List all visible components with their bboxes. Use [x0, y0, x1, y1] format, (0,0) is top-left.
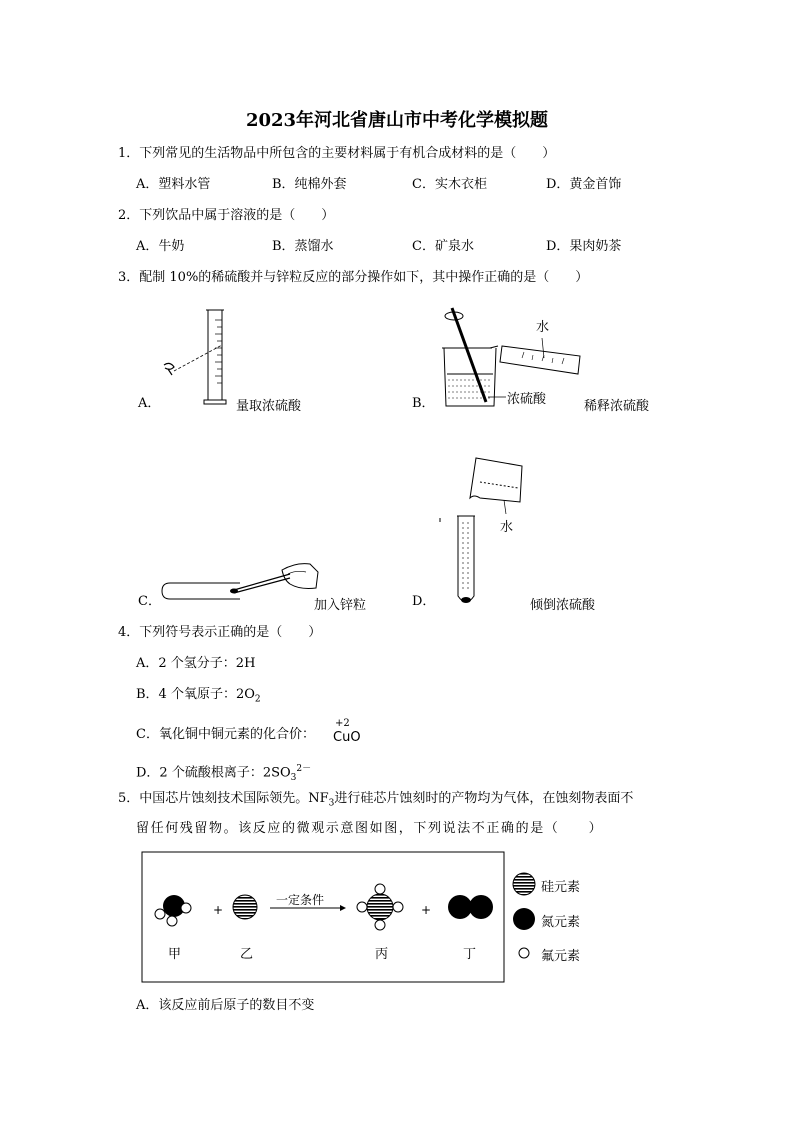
q3-option-b-acid-label: 浓硫酸 [507, 392, 547, 407]
legend-n-swatch [513, 908, 535, 930]
q3-option-b-letter: B． [412, 396, 435, 411]
question-1-stem: 1．下列常见的生活物品中所包含的主要材料属于有机合成材料的是（ ） [118, 146, 556, 161]
q3-option-d-letter: D． [412, 594, 436, 609]
label-yi: 乙 [240, 947, 254, 962]
question-3-stem: 3．配制 10%的稀硫酸并与锌粒反应的部分操作如下，其中操作正确的是（ ） [118, 270, 589, 285]
q3-option-a-letter: A． [138, 396, 161, 411]
label-jia: 甲 [168, 947, 182, 962]
question-1-option-a: A．塑料水管 [136, 177, 211, 192]
svg-text:+: + [213, 903, 224, 917]
question-4-option-d: D．2 个硫酸根离子：$2SO_3^{2-}$ [136, 764, 312, 783]
question-1-option-d: D．黄金首饰 [546, 177, 622, 192]
molecule-si [233, 895, 257, 919]
molecule-sif4 [357, 884, 403, 930]
question-2-option-a: A．牛奶 [136, 239, 185, 254]
q3-option-b-water-label: 水 [536, 320, 550, 335]
q3-option-a-label: 量取浓硫酸 [236, 399, 302, 414]
question-5-stem-line-1: 5．中国芯片蚀刻技术国际领先。$NF_3$进行硅芯片蚀刻时的产物均为气体，在蚀刻物表面不 [118, 791, 634, 809]
question-2-option-c: C．矿泉水 [412, 239, 474, 254]
diagram-frame [142, 852, 504, 982]
question-2-option-b: B．蒸馏水 [272, 239, 334, 254]
legend-si-swatch [513, 873, 535, 895]
question-2-stem: 2．下列饮品中属于溶液的是（ ） [118, 208, 335, 223]
q3-option-c-label: 加入锌粒 [314, 598, 367, 613]
svg-text:+: + [421, 903, 432, 917]
page-title: 2023年河北省唐山市中考化学模拟题 [245, 110, 549, 131]
q3-option-d-label: 倾倒浓硫酸 [530, 598, 596, 613]
molecule-nf3 [155, 895, 191, 926]
question-4-option-b: B．4 个氧原子：$2O_2$ [136, 687, 261, 705]
label-bing: 丙 [375, 947, 389, 962]
copper-oxide-formula: CuO [333, 730, 361, 745]
question-4-stem: 4．下列符号表示正确的是（ ） [118, 625, 322, 640]
question-5-option-a: A．该反应前后原子的数目不变 [136, 998, 315, 1013]
q3-option-d-water-label: 水 [500, 520, 514, 535]
question-1-option-c: C．实木衣柜 [412, 177, 487, 192]
question-2-option-d: D．果肉奶茶 [546, 239, 622, 254]
label-ding: 丁 [463, 947, 477, 962]
q3-option-b-label: 稀释浓硫酸 [584, 399, 650, 414]
molecule-n2 [448, 895, 493, 919]
question-4-option-a: A．2 个氢分子：2H [136, 656, 256, 671]
legend-n-label: 氮元素 [541, 915, 581, 930]
legend-si-label: 硅元素 [541, 880, 581, 895]
question-5-stem-line-2: 留任何残留物。该反应的微观示意图如图，下列说法不正确的是（ ） [136, 821, 604, 836]
question-1-option-b: B．纯棉外套 [272, 177, 347, 192]
question-4-option-c: C．氧化铜中铜元素的化合价： [136, 727, 315, 742]
legend-f-label: 氟元素 [541, 949, 581, 964]
reaction-condition: 一定条件 [276, 893, 325, 907]
q3-option-c-letter: C． [138, 594, 161, 609]
legend-f-swatch [519, 948, 529, 958]
valence-mark: +2 [335, 718, 350, 729]
